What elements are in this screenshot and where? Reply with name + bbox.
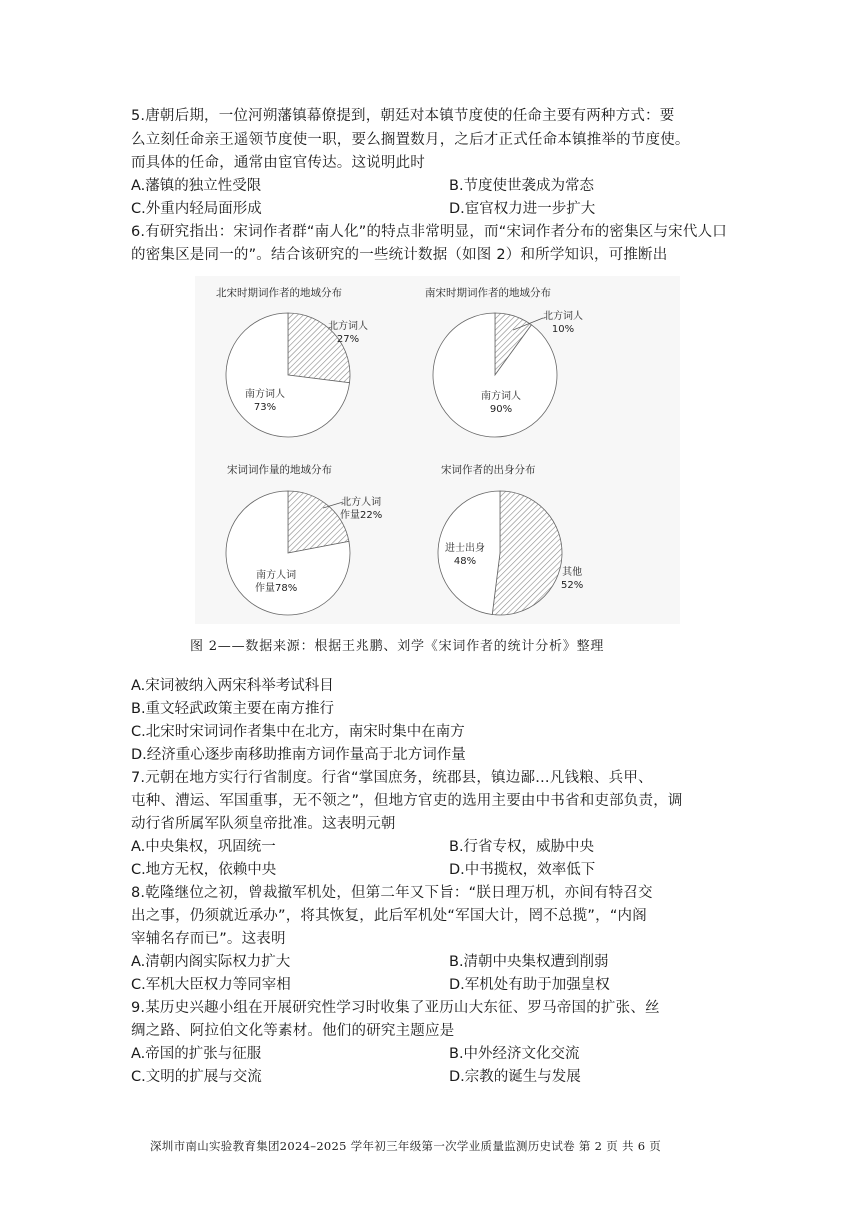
pie-1-label-south bbox=[245, 388, 285, 414]
pie-4-title: 宋词作者的出身分布 bbox=[441, 464, 536, 476]
pie-1-label-north bbox=[328, 320, 368, 346]
q6-option-b: B.重文轻武政策主要在南方推行 bbox=[131, 701, 335, 717]
pie-3-label-north-name: 北方人词 bbox=[341, 497, 382, 508]
q6-stem-line-2: 的密集区是同一的”。结合该研究的一些统计数据（如图 2）和所学知识，可推断出 bbox=[131, 247, 668, 263]
pie-3-label-south bbox=[255, 569, 297, 595]
q6-option-c: C.北宋时宋词词作者集中在北方，南宋时集中在南方 bbox=[131, 724, 465, 740]
pie-2-label-south-value: 90% bbox=[489, 404, 513, 415]
q9-stem-line-2: 绸之路、阿拉伯文化等素材。他们的研究主题应是 bbox=[131, 1023, 455, 1039]
q7-option-a: A.中央集权，巩固统一 bbox=[131, 839, 276, 855]
pie-4-label-jinshi-value: 48% bbox=[453, 556, 477, 567]
q5-option-d: D.宦官权力进一步扩大 bbox=[449, 201, 596, 217]
pie-2-label-north bbox=[543, 310, 583, 336]
q5-stem-line-1: 5.唐朝后期，一位河朔藩镇幕僚提到，朝廷对本镇节度使的任命主要有两种方式：要 bbox=[131, 108, 675, 124]
q8-stem-line-1: 8.乾隆继位之初，曾裁撤军机处，但第二年又下旨：“朕日理万机，亦间有特召交 bbox=[131, 885, 653, 901]
q8-option-d: D.军机处有助于加强皇权 bbox=[449, 977, 610, 993]
pie-1-label-south-value: 73% bbox=[253, 402, 277, 413]
pie-2-label-north-value: 10% bbox=[551, 324, 575, 335]
pie-4-label-other bbox=[561, 566, 583, 592]
q9-option-a: A.帝国的扩张与征服 bbox=[131, 1046, 262, 1062]
pie-2-title: 南宋时期词作者的地域分布 bbox=[425, 287, 551, 299]
pie-4-label-other-value: 52% bbox=[561, 580, 584, 591]
q7-option-c: C.地方无权，依赖中央 bbox=[131, 862, 277, 878]
q5-stem-line-2: 么立刻任命亲王遥领节度使一职，要么搁置数月，之后才正式任命本镇推举的节度使。 bbox=[131, 132, 690, 148]
q5-option-c: C.外重内轻局面形成 bbox=[131, 201, 262, 217]
q5-option-a: A.藩镇的独立性受限 bbox=[131, 178, 262, 194]
figure-2 bbox=[195, 276, 680, 624]
q7-option-b: B.行省专权，威胁中央 bbox=[449, 839, 595, 855]
q8-stem-line-3: 宰辅名存而已”。这表明 bbox=[131, 931, 286, 947]
q9-option-b: B.中外经济文化交流 bbox=[449, 1046, 580, 1062]
pie-2-label-north-name: 北方词人 bbox=[543, 311, 583, 322]
q6-option-a: A.宋词被纳入两宋科举考试科目 bbox=[131, 678, 334, 694]
q8-option-c: C.军机大臣权力等同宰相 bbox=[131, 977, 291, 993]
page-footer: 深圳市南山实验教育集团2024–2025 学年初三年级第一次学业质量监测历史试卷 第 2 页 共 6 页 bbox=[150, 1139, 662, 1153]
q8-stem-line-2: 出之事，仍须就近承办”，将其恢复，此后军机处“军国大计，罔不总揽”，“内阁 bbox=[131, 908, 647, 924]
q6-option-d: D.经济重心逐步南移助推南方词作量高于北方词作量 bbox=[131, 747, 466, 763]
pie-1-label-north-name: 北方词人 bbox=[328, 321, 368, 332]
figure-caption: 图 2——数据来源：根据王兆鹏、刘学《宋词作者的统计分析》整理 bbox=[190, 639, 605, 654]
pie-1-title: 北宋时期词作者的地域分布 bbox=[216, 287, 342, 299]
q6-stem-line-1: 6.有研究指出：宋词作者群“南人化”的特点非常明显，而“宋词作者分布的密集区与宋代人口 bbox=[131, 224, 727, 240]
q5-stem-line-3: 而具体的任命，通常由宦官传达。这说明此时 bbox=[131, 155, 425, 171]
pie-3-label-north-value: 作量22% bbox=[340, 510, 383, 521]
q7-stem-line-1: 7.元朝在地方实行行省制度。行省“掌国庶务，统郡县，镇边鄙…凡钱粮、兵甲、 bbox=[131, 770, 653, 786]
pie-3-label-north bbox=[340, 496, 382, 522]
q7-stem-line-2: 屯种、漕运、军国重事，无不领之”，但地方官吏的选用主要由中书省和吏部负责，调 bbox=[131, 793, 683, 809]
pie-2-label-south-name: 南方词人 bbox=[481, 391, 521, 402]
q9-stem-line-1: 9.某历史兴趣小组在开展研究性学习时收集了亚历山大东征、罗马帝国的扩张、丝 bbox=[131, 1000, 660, 1016]
pie-3-title: 宋词词作量的地域分布 bbox=[227, 464, 332, 476]
pie-3-label-south-value: 作量78% bbox=[255, 583, 298, 594]
q7-stem-line-3: 动行省所属军队须皇帝批准。这表明元朝 bbox=[131, 816, 396, 832]
pie-3-label-south-name: 南方人词 bbox=[256, 570, 297, 581]
pie-4-label-jinshi bbox=[445, 542, 485, 568]
q7-option-d: D.中书揽权，效率低下 bbox=[449, 862, 596, 878]
q8-option-b: B.清朝中央集权遭到削弱 bbox=[449, 954, 609, 970]
q8-option-a: A.清朝内阁实际权力扩大 bbox=[131, 954, 291, 970]
pie-1-label-south-name: 南方词人 bbox=[245, 389, 285, 400]
pie-4-label-jinshi-name: 进士出身 bbox=[445, 543, 485, 554]
q9-option-d: D.宗教的诞生与发展 bbox=[449, 1069, 581, 1085]
pie-2-label-south bbox=[481, 390, 521, 416]
pie-4-label-other-name: 其他 bbox=[562, 567, 583, 578]
pie-4-slice-1 bbox=[492, 491, 562, 615]
pie-1-label-north-value: 27% bbox=[336, 334, 360, 345]
q5-option-b: B.节度使世袭成为常态 bbox=[449, 178, 595, 194]
q9-option-c: C.文明的扩展与交流 bbox=[131, 1069, 262, 1085]
